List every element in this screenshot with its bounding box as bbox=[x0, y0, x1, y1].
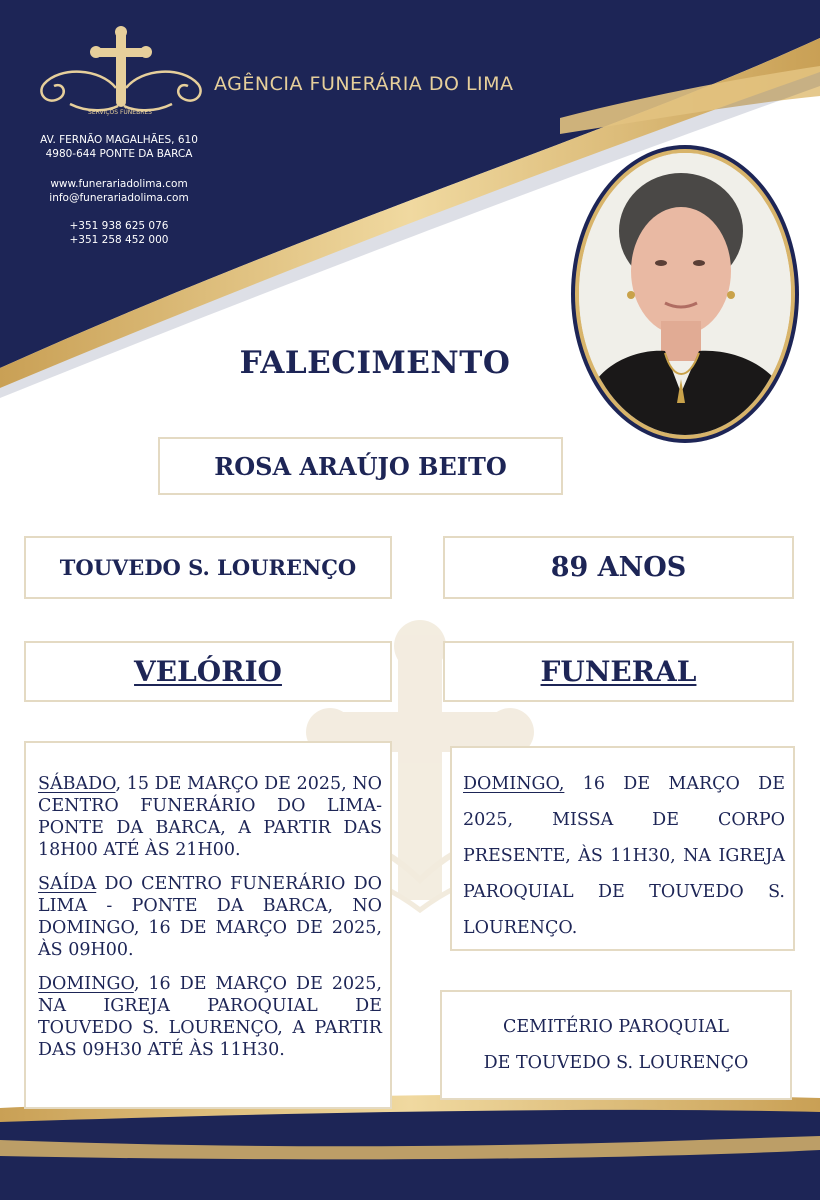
funeral-heading-box bbox=[443, 641, 794, 702]
deceased-name: ROSA ARAÚJO BEITO bbox=[214, 451, 507, 481]
portrait-frame bbox=[571, 145, 799, 443]
cemetery-box bbox=[440, 990, 792, 1100]
velorio-paragraph-3: DOMINGO, 16 DE MARÇO DE 2025, NA IGREJA PAROQUIAL DE TOUVEDO S. LOURENÇO, A PARTIR DAS 09H30 ATÉ ÀS 11H30. bbox=[38, 974, 382, 1060]
velorio-title: VELÓRIO bbox=[134, 655, 282, 688]
funeral-title: FUNERAL bbox=[540, 655, 697, 688]
address-line1: AV. FERNÃO MAGALHÃES, 610 bbox=[40, 134, 198, 146]
age: 89 ANOS bbox=[550, 552, 687, 583]
funeral-details-box bbox=[450, 746, 795, 951]
address-line2: 4980-644 PONTE DA BARCA bbox=[45, 148, 193, 160]
phone-1: +351 938 625 076 bbox=[69, 220, 169, 232]
logo-subtitle: SERVIÇOS FÚNEBRES bbox=[88, 109, 152, 116]
agency-web bbox=[14, 177, 224, 205]
agency-address bbox=[14, 133, 224, 161]
velorio-details-box bbox=[24, 741, 392, 1109]
agency-name: AGÊNCIA FUNERÁRIA DO LIMA bbox=[214, 73, 514, 95]
cemetery-line-1: CEMITÉRIO PAROQUIAL bbox=[502, 1017, 730, 1037]
funeral-text: DOMINGO, 16 DE MARÇO DE 2025, MISSA DE CORPO PRESENTE, ÀS 11H30, NA IGREJA PAROQUIAL DE TOUVEDO S. LOURENÇO. bbox=[463, 774, 785, 938]
locality-box bbox=[24, 536, 392, 599]
deceased-name-box bbox=[158, 437, 563, 495]
velorio-heading-box bbox=[24, 641, 392, 702]
locality: TOUVEDO S. LOURENÇO bbox=[59, 555, 357, 580]
page-title: FALECIMENTO bbox=[239, 345, 511, 381]
velorio-text bbox=[38, 773, 382, 1073]
website-link[interactable]: www.funerariadolima.com bbox=[50, 178, 188, 190]
velorio-paragraph-1: SÁBADO, 15 DE MARÇO DE 2025, NO CENTRO FUNERÁRIO DO LIMA- PONTE DA BARCA, A PARTIR DAS 18H00 ATÉ ÀS 21H00. bbox=[38, 774, 382, 860]
phone-2: +351 258 452 000 bbox=[69, 234, 169, 246]
agency-phones bbox=[14, 219, 224, 247]
velorio-paragraph-2: SAÍDA DO CENTRO FUNERÁRIO DO LIMA - PONTE DA BARCA, NO DOMINGO, 16 DE MARÇO DE 2025, ÀS 09H00. bbox=[38, 874, 382, 960]
cemetery-line-2: DE TOUVEDO S. LOURENÇO bbox=[483, 1053, 749, 1073]
email-link[interactable]: info@funerariadolima.com bbox=[49, 192, 189, 204]
portrait-photo bbox=[579, 153, 791, 435]
age-box bbox=[443, 536, 794, 599]
